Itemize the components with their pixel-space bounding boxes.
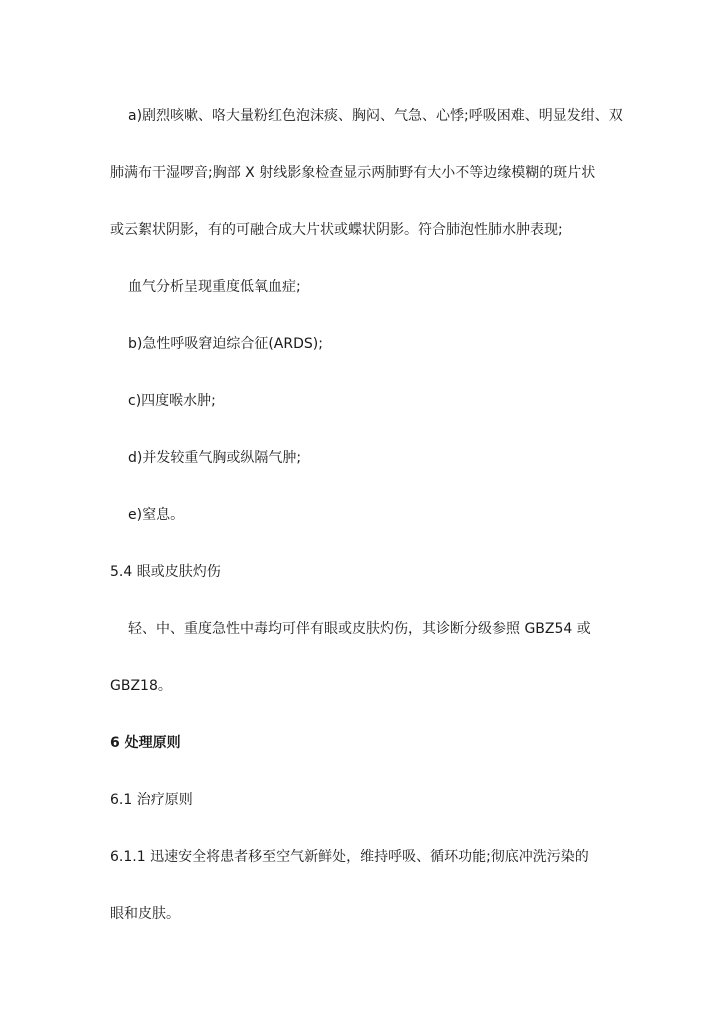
list-item-b: b)急性呼吸窘迫综合征(ARDS); — [128, 336, 323, 352]
paragraph-line: 眼和皮肤。 — [110, 906, 180, 922]
paragraph-line: 血气分析呈现重度低氧血症; — [128, 279, 301, 295]
paragraph-line: 或云絮状阴影，有的可融合成大片状或蝶状阴影。符合肺泡性肺水肿表现; — [110, 222, 563, 238]
list-item-e: e)窒息。 — [128, 507, 185, 523]
list-item-c: c)四度喉水肿; — [128, 393, 216, 409]
paragraph-line-item-a: a)剧烈咳嗽、咯大量粉红色泡沫痰、胸闷、气急、心悸;呼吸困难、明显发绀、双 — [128, 108, 623, 124]
list-item-d: d)并发较重气胸或纵隔气肿; — [128, 450, 302, 466]
section-heading-5-4: 5.4 眼或皮肤灼伤 — [110, 564, 221, 580]
section-heading-6: 6 处理原则 — [110, 735, 181, 751]
paragraph-line: GBZ18。 — [110, 678, 172, 694]
paragraph-line: 肺满布干湿啰音;胸部 X 射线影象检查显示两肺野有大小不等边缘模糊的斑片状 — [110, 165, 596, 181]
section-heading-6-1: 6.1 治疗原则 — [110, 792, 193, 808]
paragraph-line-6-1-1: 6.1.1 迅速安全将患者移至空气新鲜处，维持呼吸、循环功能;彻底冲洗污染的 — [110, 849, 589, 865]
paragraph-line: 轻、中、重度急性中毒均可伴有眼或皮肤灼伤，其诊断分级参照 GBZ54 或 — [128, 621, 591, 637]
